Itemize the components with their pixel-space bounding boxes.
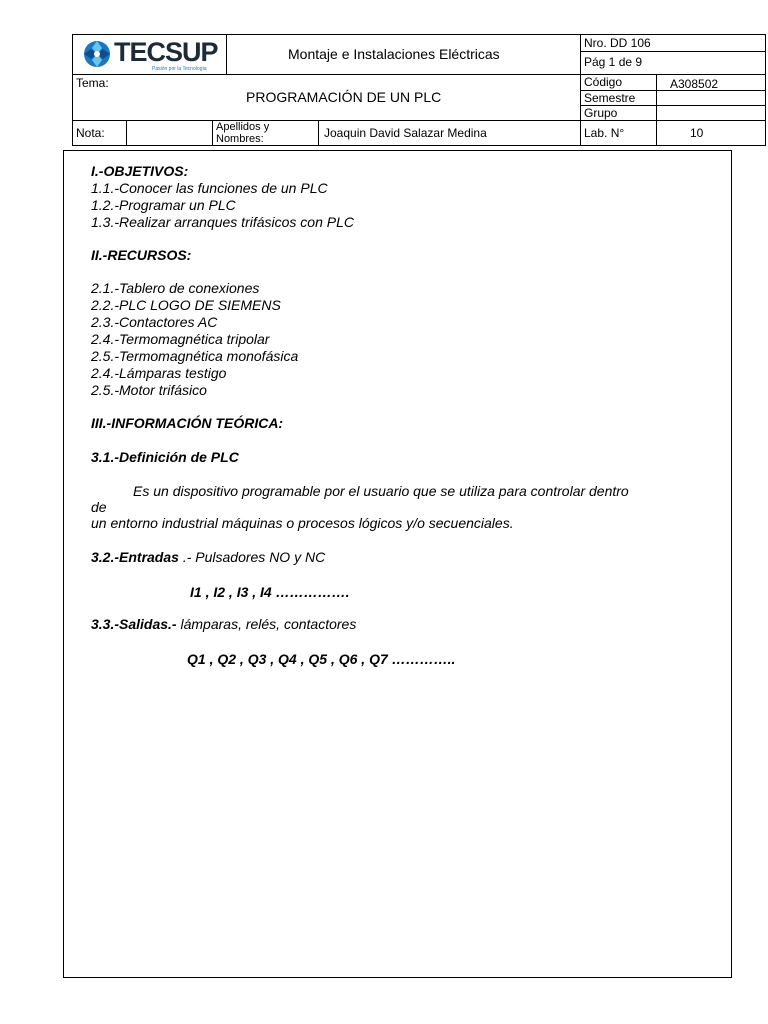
- recurso-item: 2.3.-Contactores AC: [91, 314, 218, 330]
- recurso-item: 2.1.-Tablero de conexiones: [91, 280, 260, 296]
- objetivo-item: 1.2.-Programar un PLC: [91, 197, 236, 213]
- apellidos-label-line2: Nombres:: [216, 133, 264, 145]
- logo-tagline: Pasión por la Tecnología: [152, 66, 207, 72]
- codigo-value: A308502: [670, 77, 719, 91]
- codigo-label: Código: [584, 75, 623, 89]
- recurso-item: 2.5.-Motor trifásico: [91, 382, 207, 398]
- objetivo-item: 1.1.-Conocer las funciones de un PLC: [91, 180, 328, 196]
- recurso-item: 2.2.-PLC LOGO DE SIEMENS: [91, 297, 281, 313]
- entradas-text: .- Pulsadores NO y NC: [178, 549, 326, 565]
- definicion-heading: 3.1.-Definición de PLC: [91, 449, 239, 465]
- objetivo-item: 1.3.-Realizar arranques trifásicos con PLC: [91, 214, 355, 230]
- apellidos-label-line1: Apellidos y: [216, 121, 270, 133]
- lab-label: Lab. N°: [584, 126, 625, 140]
- grupo-label: Grupo: [584, 106, 618, 120]
- recurso-item: 2.5.-Termomagnética monofásica: [91, 348, 299, 364]
- semestre-label: Semestre: [584, 91, 636, 105]
- logo-emblem-icon: [80, 39, 114, 69]
- salidas-list: Q1 , Q2 , Q3 , Q4 , Q5 , Q6 , Q7 …………..: [187, 651, 456, 667]
- entradas-heading: 3.2.-Entradas: [91, 549, 179, 565]
- definicion-paragraph-line2: de: [91, 499, 107, 515]
- informacion-heading: III.-INFORMACIÓN TEÓRICA:: [91, 415, 284, 431]
- recursos-heading: II.-RECURSOS:: [91, 247, 192, 263]
- recurso-item: 2.4.-Termomagnética tripolar: [91, 331, 270, 347]
- salidas-text: lámparas, relés, contactores: [176, 616, 357, 632]
- definicion-paragraph-line3: un entorno industrial máquinas o procesos lógicos y/o secuenciales.: [91, 515, 514, 531]
- student-name: Joaquin David Salazar Medina: [324, 126, 487, 140]
- recurso-item: 2.4.-Lámparas testigo: [91, 365, 227, 381]
- tema-label: Tema:: [76, 76, 109, 90]
- document-header: [72, 34, 766, 146]
- tema-value: PROGRAMACIÓN DE UN PLC: [246, 89, 442, 105]
- salidas-heading: 3.3.-Salidas.-: [91, 616, 177, 632]
- definicion-paragraph-line1: Es un dispositivo programable por el usuario que se utiliza para controlar dentro: [133, 483, 629, 499]
- page-indicator: Pág 1 de 9: [584, 55, 643, 69]
- salidas-line: [91, 616, 356, 632]
- tecsup-logo: [78, 37, 224, 71]
- objetivos-heading: I.-OBJETIVOS:: [91, 163, 189, 179]
- entradas-list: I1 , I2 , I3 , I4 …………….: [190, 584, 350, 600]
- nota-label: Nota:: [76, 126, 105, 140]
- doc-number: Nro. DD 106: [584, 36, 651, 50]
- logo-wordmark: TECSUP: [114, 37, 218, 67]
- entradas-line: [91, 549, 325, 565]
- lab-value: 10: [690, 126, 704, 140]
- course-title: Montaje e Instalaciones Eléctricas: [288, 46, 500, 62]
